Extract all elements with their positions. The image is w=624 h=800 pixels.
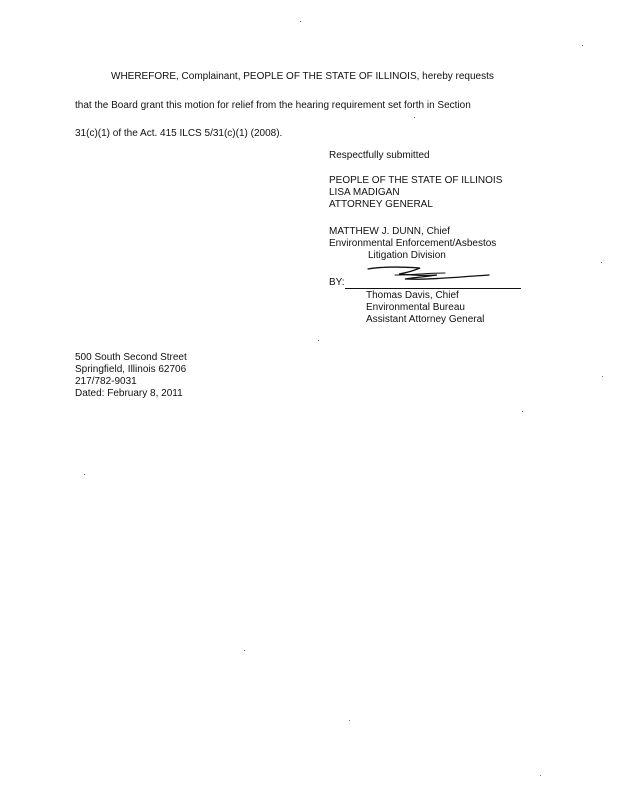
scan-speck [540,775,541,776]
attorney-general-name: LISA MADIGAN [329,187,400,198]
scan-speck [318,340,319,341]
handwritten-signature [365,263,495,285]
scan-speck [84,474,85,475]
scan-speck [582,45,583,46]
chief-name: MATTHEW J. DUNN, Chief [329,226,450,237]
address-phone: 217/782-9031 [75,376,137,387]
by-label: BY: [329,277,345,288]
division-line-2: Litigation Division [368,250,446,261]
scan-speck [601,262,602,263]
closing-text: Respectfully submitted [329,150,430,161]
signer-title: Assistant Attorney General [366,314,485,325]
signer-bureau: Environmental Bureau [366,302,465,313]
attorney-general-title: ATTORNEY GENERAL [329,199,433,210]
scan-speck [414,117,415,118]
body-paragraph-line-3: 31(c)(1) of the Act. 415 ILCS 5/31(c)(1) (2008). [75,128,283,139]
signer-name: Thomas Davis, Chief [366,290,459,301]
address-street: 500 South Second Street [75,352,187,363]
scan-speck [522,411,523,412]
document-date: Dated: February 8, 2011 [75,388,183,399]
scan-speck [244,650,245,651]
scan-speck [349,720,350,721]
address-city: Springfield, Illinois 62706 [75,364,187,375]
body-paragraph-line-2: that the Board grant this motion for relief from the hearing requirement set forth in Section [75,100,471,111]
body-paragraph-line-1: WHEREFORE, Complainant, PEOPLE OF THE STATE OF ILLINOIS, hereby requests [111,71,494,82]
signature-line [345,288,521,289]
scan-speck [602,376,603,377]
division-line-1: Environmental Enforcement/Asbestos [329,238,497,249]
scan-speck [300,21,301,22]
party-name: PEOPLE OF THE STATE OF ILLINOIS [329,175,503,186]
